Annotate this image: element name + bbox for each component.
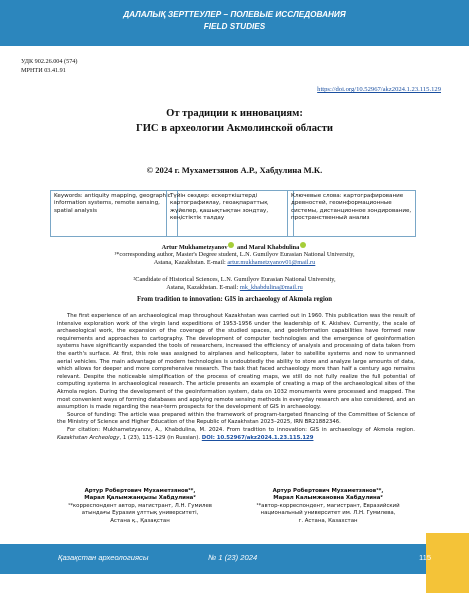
- english-title: From tradition to innovation: GIS in archaeology of Akmola region: [136, 296, 333, 303]
- email-link-1[interactable]: artur.mukhametzyanov01@mail.ru: [227, 259, 316, 266]
- citation-text: Mukhametzyanov, A., Khabdulina, M. 2024. From tradition to innovation: GIS in archaeology of Akmola region.: [103, 426, 415, 433]
- orcid-icon[interactable]: [228, 242, 234, 248]
- ru-affiliation-line: г. Астана, Казахстан: [298, 517, 358, 524]
- ru-affiliation-line: ¹*автор-корреспондент, магистрант, Евразийский: [256, 502, 400, 509]
- authors-kazakh-block: [50, 488, 230, 525]
- keywords-english: Keywords: antiquity mapping, geographic information systems, remote sensing, spatial analysis: [50, 190, 178, 237]
- kz-author-name-1: Артур Робертович Мухаметзянов¹*,: [84, 488, 196, 494]
- affiliation-1: ¹*corresponding author, Master's Degree student, L.N. Gumilyov Eurasian National University,: [114, 251, 355, 258]
- citation-doi-link[interactable]: DOI: 10.52967/akz2024.1.23.115.129: [201, 434, 314, 441]
- citation-label: For citation:: [67, 426, 104, 433]
- email-link-2[interactable]: mk_khabdulina@mail.ru: [239, 284, 303, 291]
- doi-link[interactable]: https://doi.org/10.52967/akz2024.1.23.115.129: [317, 86, 441, 93]
- authors-russian-block: [238, 488, 418, 525]
- udk-code: УДК 902.26.004 (574): [21, 58, 78, 65]
- ru-author-name-2: Марал Калымжановна Хабдулина²: [273, 495, 383, 502]
- page-number: 115: [419, 553, 432, 562]
- article-title-line-2: ГИС в археологии Акмолинской области: [135, 123, 334, 134]
- kz-author-name-2: Марал Қалымжанқызы Хабдулина²: [84, 495, 196, 502]
- abstract: [57, 313, 415, 442]
- affiliation-2-location: Astana, Kazakhstan. E-mail:: [166, 284, 240, 291]
- article-title-line-1: От традиции к инновациям:: [166, 108, 303, 119]
- affiliation-2-email-line: [0, 284, 469, 292]
- footer-issue: № 1 (23) 2024: [208, 553, 258, 562]
- ru-affiliation-line: национальный университет им. Л.Н. Гумилева,: [260, 510, 396, 517]
- ru-author-name-1: Артур Робертович Мухаметзянов¹*,: [272, 488, 384, 494]
- author-name-1: Artur Mukhametzyanov: [161, 244, 228, 251]
- affiliation-2: ²Candidate of Historical Sciences, L.N. Gumilyov Eurasian National University,: [133, 276, 336, 283]
- keywords-russian: Ключевые слова: картографирование древностей, геоинформационные системы, дистанционное зондирование, пространственный анализ: [287, 190, 416, 237]
- kz-affiliation-line: атындағы Еуразия ұлттық университеті,: [81, 510, 199, 517]
- yellow-accent-bar: [426, 533, 469, 593]
- affiliation-1-location: Astana, Kazakhstan. E-mail:: [153, 259, 228, 266]
- funding-paragraph: Source of funding: The article was prepared within the framework of program-targeted financing of the Committee of Science of the Ministry of Science and Higher Education of the Republic of Kazakhstan 2023–2025, IRN BR21882346.: [57, 411, 415, 426]
- affiliation-1-email-line: [0, 259, 469, 267]
- mrnti-code: МРНТИ 03.41.91: [21, 67, 66, 74]
- citation-journal: Kazakhstan Archeology: [57, 434, 120, 441]
- keywords-kazakh: Түйін сөздер: ескерткіштерді картографиялау, геоақпараттық жүйелер, қашықтықтан зондтау, кеңістіктік талдау: [166, 190, 294, 237]
- header-section-title: ДАЛАЛЫҚ ЗЕРТТЕУЛЕР – ПОЛЕВЫЕ ИССЛЕДОВАНИЯ: [123, 10, 346, 19]
- citation-tail: , 1 (23), 115–129 (in Russian).: [119, 434, 202, 441]
- authors-line: © 2024 г. Мухаметзянов А.Р., Хабдулина М.К.: [146, 165, 323, 175]
- kz-affiliation-line: ¹*корреспондент автор, магистрант, Л.Н. Гумилев: [68, 502, 212, 509]
- kz-affiliation-line: Астана қ., Қазақстан: [110, 517, 170, 524]
- author-name-2: and Maral Khabdulina: [235, 244, 300, 251]
- orcid-icon[interactable]: [300, 242, 306, 248]
- header-section-subtitle: FIELD STUDIES: [203, 22, 266, 31]
- citation-paragraph: [57, 427, 415, 442]
- abstract-paragraph: The first experience of an archaeological map throughout Kazakhstan was carried out in 1960. This publication was the result of intensive exploration work of the virgin land expeditions of 1953-1956 under the leadership of K. Akishev. Currently, the scale of archaeological work, the expansion of the coverage of the studied spaces, and geoinformation capabilities have formed new requirements and approaches to cartography. The development of computer technologies and the emergence of geoinformation systems have significantly expanded the tools of researchers, increased the efficiency of analysis and processing of data taken from the earth's surface. At first, this role was assigned to airplanes and helicopters, later to satellite systems and now to unmanned aerial vehicles. The main advantage of modern technologies is undoubtedly the ability to store and analyze large amounts of data, which allows for deeper and more comprehensive research. The task that faced archaeology more than half a century ago remains relevant. Despite the noticeable simplification of the process of creating maps, we still do not fully realize the full potential of computing systems in archaeological research. The article presents an example of creating a map of the archaeological sites of the Akmola region. During the development of the geoinformation system, data on 1032 monuments were processed and mapped. The most convenient ways of forming databases and applying remote sensing methods in everyday research are also considered, and an assumption is made regarding the near-term prospects for the development of GIS in archaeology.: [57, 313, 415, 411]
- footer-journal-name: Қазақстан археологиясы: [58, 553, 149, 562]
